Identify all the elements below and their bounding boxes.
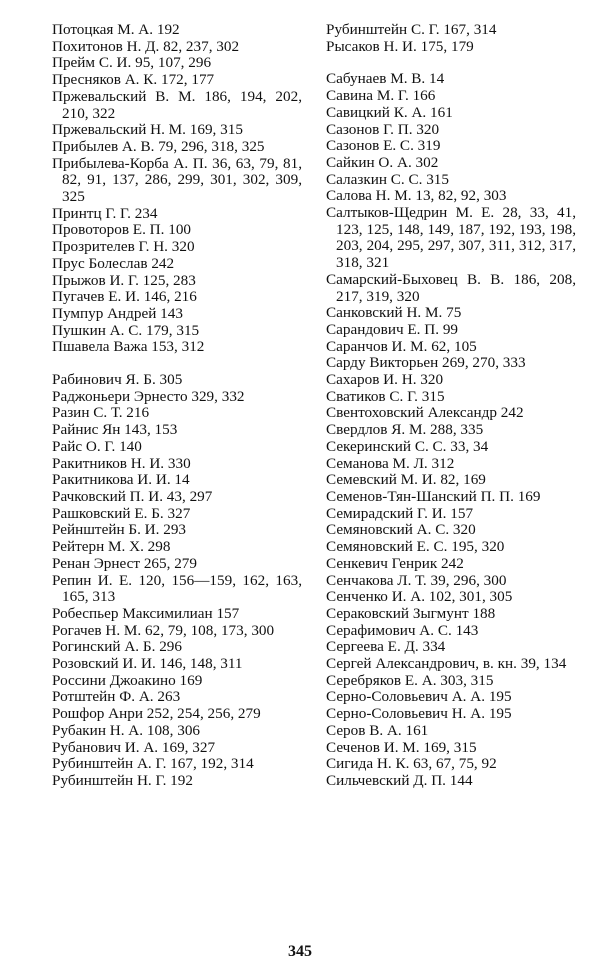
- index-entry: Рейнштейн Б. И. 293: [52, 521, 187, 539]
- index-entry: Рубакин Н. А. 108, 306: [52, 721, 201, 739]
- index-entry: Серно-Соловьевич Н. А. 195: [326, 705, 512, 723]
- index-entry: Репин И. Е. 120, 156—159, 162, 163, 165, 313: [52, 571, 302, 606]
- index-entry: Ракитникова И. И. 14: [52, 471, 190, 489]
- index-entry: Серебряков Е. А. 303, 315: [326, 671, 494, 689]
- index-entry: Пшавела Важа 153, 312: [52, 338, 205, 356]
- index-entry: Рабинович Я. Б. 305: [52, 371, 183, 389]
- index-entry: Пржевальский В. М. 186, 194, 202, 210, 322: [52, 87, 302, 122]
- index-entry: Сильчевский Д. П. 144: [326, 771, 473, 789]
- index-entry: Серов В. А. 161: [326, 721, 429, 739]
- index-entry: Свердлов Я. М. 288, 335: [326, 421, 484, 439]
- index-entry: Сайкин О. А. 302: [326, 153, 439, 171]
- index-group-p: [52, 22, 302, 356]
- index-entry: Рачковский П. И. 43, 297: [52, 487, 213, 505]
- index-entry: Россини Джоакино 169: [52, 671, 203, 689]
- index-group-r: [52, 372, 302, 790]
- index-entry: Рубинштейн Н. Г. 192: [52, 771, 193, 789]
- index-entry: Сигида Н. К. 63, 67, 75, 92: [326, 755, 497, 773]
- index-entry: Прыжов И. Г. 125, 283: [52, 271, 196, 289]
- index-entry: Салазкин С. С. 315: [326, 170, 449, 188]
- page-number: 345: [288, 943, 312, 960]
- index-entry: Рошфор Анри 252, 254, 256, 279: [52, 705, 261, 723]
- index-entry: Потоцкая М. А. 192: [52, 21, 180, 38]
- index-entry: Пумпур Андрей 143: [52, 304, 183, 322]
- index-entry: Прозрителев Г. Н. 320: [52, 238, 195, 256]
- index-entry: Рогачев Н. М. 62, 79, 108, 173, 300: [52, 621, 275, 639]
- index-entry: Семирадский Г. И. 157: [326, 504, 474, 522]
- index-entry: Прибылев А. В. 79, 296, 318, 325: [52, 137, 265, 155]
- index-entry: Ротштейн Ф. А. 263: [52, 688, 181, 706]
- index-entry: Сарандович Е. П. 99: [326, 320, 459, 338]
- index-entry: Раджоньери Эрнесто 329, 332: [52, 387, 245, 405]
- index-entry: Похитонов Н. Д. 82, 237, 302: [52, 37, 240, 55]
- index-entry: Рубанович И. А. 169, 327: [52, 738, 216, 756]
- index-entry: Сенчакова Л. Т. 39, 296, 300: [326, 571, 507, 589]
- index-entry: Пушкин А. С. 179, 315: [52, 321, 200, 339]
- index-entry: Ренан Эрнест 265, 279: [52, 554, 197, 572]
- group-spacer: [326, 55, 576, 71]
- index-entry: Прибылева-Корба А. П. 36, 63, 79, 81, 82, 91, 137, 286, 299, 301, 302, 309, 325: [52, 154, 302, 206]
- index-entry: Сергей Александрович, в. кн. 39, 134: [326, 655, 567, 673]
- index-entry: Салова Н. М. 13, 82, 92, 303: [326, 187, 507, 205]
- index-entry: Семенов-Тян-Шанский П. П. 169: [326, 487, 541, 505]
- index-entry: Рейтерн М. Х. 298: [52, 538, 171, 556]
- index-group-r-continued: [326, 22, 576, 55]
- index-entry: Рогинский А. Б. 296: [52, 638, 182, 656]
- index-entry: Прейм С. И. 95, 107, 296: [52, 54, 212, 72]
- index-entry: Савицкий К. А. 161: [326, 103, 453, 121]
- index-entry: Самарский-Быховец В. В. 186, 208, 217, 319, 320: [326, 270, 576, 305]
- index-entry: Рашковский Е. Б. 327: [52, 504, 191, 522]
- index-entry: Рубинштейн А. Г. 167, 192, 314: [52, 755, 254, 773]
- index-entry: Санковский Н. М. 75: [326, 304, 462, 322]
- index-entry: Сватиков С. Г. 315: [326, 387, 445, 405]
- index-entry: Салтыков-Щедрин М. Е. 28, 33, 41, 123, 125, 148, 149, 187, 192, 193, 198, 203, 204, 295, 297, 307, 311, 312, 317, 318, 321: [326, 204, 576, 272]
- index-entry: Разин С. Т. 216: [52, 404, 150, 422]
- index-entry: Принтц Г. Г. 234: [52, 204, 158, 222]
- index-entry: Серафимович А. С. 143: [326, 621, 479, 639]
- index-entry: Рубинштейн С. Г. 167, 314: [326, 21, 497, 38]
- index-column-left: [52, 22, 302, 790]
- index-entry: Прус Болеслав 242: [52, 254, 175, 272]
- index-entry: Семяновский А. С. 320: [326, 521, 476, 539]
- index-entry: Семанова М. Л. 312: [326, 454, 455, 472]
- index-entry: Ракитников Н. И. 330: [52, 454, 191, 472]
- index-entry: Сеченов И. М. 169, 315: [326, 738, 477, 756]
- index-entry: Сенченко И. А. 102, 301, 305: [326, 588, 513, 606]
- index-entry: Семевский М. И. 82, 169: [326, 471, 486, 489]
- group-spacer: [52, 356, 302, 372]
- index-entry: Сергеева Е. Д. 334: [326, 638, 446, 656]
- index-entry: Свентоховский Александр 242: [326, 404, 524, 422]
- index-entry: Пржевальский Н. М. 169, 315: [52, 121, 243, 139]
- index-entry: Робеспьер Максимилиан 157: [52, 604, 240, 622]
- index-entry: Савина М. Г. 166: [326, 87, 436, 105]
- index-entry: Пугачев Е. И. 146, 216: [52, 288, 197, 306]
- index-column-right: [326, 22, 576, 790]
- index-entry: Сераковский Зыгмунт 188: [326, 604, 496, 622]
- index-entry: Сабунаев М. В. 14: [326, 70, 445, 88]
- index-entry: Сазонов Е. С. 319: [326, 137, 441, 155]
- index-entry: Сахаров И. Н. 320: [326, 371, 444, 389]
- index-entry: Серно-Соловьевич А. А. 195: [326, 688, 512, 706]
- index-entry: Райнис Ян 143, 153: [52, 421, 178, 439]
- index-entry: Розовский И. И. 146, 148, 311: [52, 655, 243, 673]
- index-entry: Райс О. Г. 140: [52, 437, 142, 455]
- index-entry: Сарду Викторьен 269, 270, 333: [326, 354, 526, 372]
- index-entry: Саранчов И. М. 62, 105: [326, 337, 477, 355]
- index-group-s: [326, 71, 576, 789]
- index-entry: Пресняков А. К. 172, 177: [52, 71, 215, 89]
- index-entry: Семяновский Е. С. 195, 320: [326, 538, 505, 556]
- index-entry: Сенкевич Генрик 242: [326, 554, 464, 572]
- index-entry: Сазонов Г. П. 320: [326, 120, 440, 138]
- index-entry: Провоторов Е. П. 100: [52, 221, 192, 239]
- index-entry: Рысаков Н. И. 175, 179: [326, 37, 474, 55]
- index-entry: Секеринский С. С. 33, 34: [326, 437, 489, 455]
